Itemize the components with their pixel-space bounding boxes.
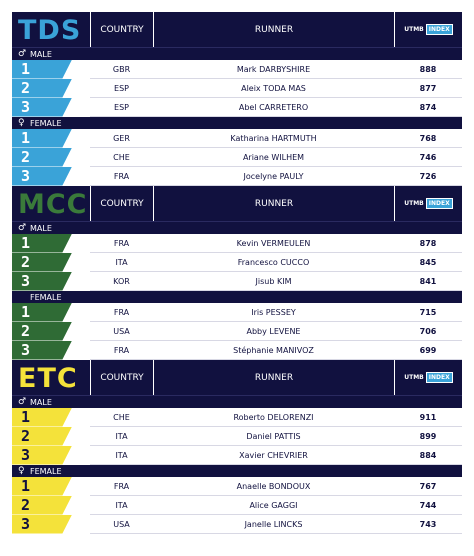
index-cell: 746 (419, 152, 437, 162)
runner-cell: Aleix TODA MAS (241, 83, 306, 93)
rank-number: 3 (21, 514, 31, 533)
male-icon: ♂ (18, 223, 27, 233)
index-cell: 877 (419, 83, 437, 93)
runner-cell: Kevin VERMEULEN (236, 238, 311, 248)
rank-number: 1 (21, 233, 31, 252)
country-cell: ITA (115, 450, 128, 460)
gender-group (12, 465, 462, 534)
runner-cell: Alice GAGGI (249, 500, 298, 510)
country-cell: ITA (115, 500, 128, 510)
utmb-brand-text: UTMB (404, 374, 424, 381)
table-row (12, 446, 462, 465)
country-cell: GBR (112, 64, 131, 74)
index-cell: 884 (419, 450, 437, 460)
gender-label: MALE (30, 49, 52, 59)
rank-cell (12, 341, 90, 360)
table-row (12, 79, 462, 98)
race-logo: ETC (18, 362, 78, 394)
rank-cell (12, 129, 90, 148)
table-row (12, 129, 462, 148)
rank-cell (12, 60, 90, 79)
runner-cell: Jisub KIM (255, 276, 292, 286)
rank-number: 3 (21, 97, 31, 116)
utmb-brand-text: UTMB (404, 26, 424, 33)
gender-group-header (12, 396, 462, 408)
country-cell: ITA (115, 431, 128, 441)
runner-cell: Katharina HARTMUTH (230, 133, 317, 143)
rank-number: 1 (21, 407, 31, 426)
table-row (12, 148, 462, 167)
index-cell: 726 (419, 171, 437, 181)
utmb-index-column-header (394, 360, 462, 395)
runner-cell: Abel CARRETERO (238, 102, 309, 112)
rank-number: 3 (21, 166, 31, 185)
gender-label: MALE (30, 223, 52, 233)
table-row (12, 98, 462, 117)
gender-group (12, 117, 462, 186)
rank-number: 2 (21, 78, 31, 97)
gender-group (12, 48, 462, 117)
rank-number: 3 (21, 271, 31, 290)
rank-cell (12, 515, 90, 534)
rank-cell (12, 167, 90, 186)
gender-group (12, 396, 462, 465)
rank-cell (12, 234, 90, 253)
gender-group-header (12, 465, 462, 477)
index-cell: 845 (419, 257, 437, 267)
utmb-brand-text: UTMB (404, 200, 424, 207)
gender-group-header (12, 291, 462, 303)
runner-cell: Jocelyne PAULY (243, 171, 304, 181)
country-cell: GER (113, 133, 130, 143)
race-header (12, 186, 462, 222)
country-cell: CHE (113, 412, 130, 422)
country-cell: FRA (113, 171, 130, 181)
index-cell: 878 (419, 238, 437, 248)
rank-number: 2 (21, 147, 31, 166)
country-cell: ESP (114, 83, 129, 93)
race-header (12, 12, 462, 48)
runner-cell: Iris PESSEY (251, 307, 296, 317)
gender-group (12, 222, 462, 291)
utmb-index-badge (404, 198, 452, 209)
country-cell: CHE (113, 152, 130, 162)
table-row (12, 60, 462, 79)
gender-group (12, 291, 462, 360)
race-section-tds (12, 12, 462, 186)
country-cell: USA (113, 519, 130, 529)
runner-column-header: RUNNER (153, 12, 394, 47)
index-cell: 743 (419, 519, 437, 529)
country-column-header: COUNTRY (90, 186, 153, 221)
runner-cell: Anaelle BONDOUX (236, 481, 311, 491)
rank-number: 2 (21, 426, 31, 445)
country-cell: KOR (113, 276, 130, 286)
utmb-index-badge (404, 372, 452, 383)
table-row (12, 322, 462, 341)
table-row (12, 496, 462, 515)
index-cell: 841 (419, 276, 437, 286)
table-row (12, 408, 462, 427)
country-cell: FRA (113, 481, 130, 491)
table-row (12, 477, 462, 496)
table-row (12, 303, 462, 322)
rank-cell (12, 79, 90, 98)
race-section-mcc (12, 186, 462, 360)
table-row (12, 515, 462, 534)
rank-number: 3 (21, 445, 31, 464)
gender-label: MALE (30, 397, 52, 407)
table-row (12, 234, 462, 253)
female-icon: ♀ (18, 118, 25, 128)
index-label: INDEX (426, 372, 453, 383)
race-logo: MCC (18, 188, 88, 220)
index-cell: 899 (419, 431, 437, 441)
rank-number: 1 (21, 476, 31, 495)
rank-number: 2 (21, 252, 31, 271)
gender-label: FEMALE (30, 118, 62, 128)
rank-number: 1 (21, 128, 31, 147)
country-column-header: COUNTRY (90, 360, 153, 395)
rank-cell (12, 427, 90, 446)
female-icon: ♀ (18, 466, 25, 476)
runner-cell: Stéphanie MANIVOZ (233, 345, 314, 355)
table-row (12, 272, 462, 291)
rank-number: 3 (21, 340, 31, 359)
country-cell: FRA (113, 238, 130, 248)
country-cell: ESP (114, 102, 129, 112)
runner-cell: Ariane WILHEM (242, 152, 305, 162)
index-cell: 768 (419, 133, 437, 143)
table-row (12, 341, 462, 360)
table-row (12, 253, 462, 272)
rank-cell (12, 408, 90, 427)
rank-cell (12, 477, 90, 496)
index-cell: 706 (419, 326, 437, 336)
country-cell: FRA (113, 345, 130, 355)
rank-cell (12, 496, 90, 515)
index-label: INDEX (426, 198, 453, 209)
rank-number: 2 (21, 321, 31, 340)
rank-number: 1 (21, 302, 31, 321)
utmb-index-column-header (394, 12, 462, 47)
country-column-header: COUNTRY (90, 12, 153, 47)
race-logo: TDS (18, 14, 82, 46)
index-cell: 911 (419, 412, 437, 422)
index-cell: 715 (419, 307, 437, 317)
gender-group-header (12, 48, 462, 60)
runner-cell: Abby LEVENE (246, 326, 301, 336)
results-board (12, 12, 462, 534)
rank-cell (12, 148, 90, 167)
rank-number: 1 (21, 59, 31, 78)
race-header (12, 360, 462, 396)
table-row (12, 427, 462, 446)
runner-column-header: RUNNER (153, 186, 394, 221)
rank-cell (12, 253, 90, 272)
country-cell: USA (113, 326, 130, 336)
index-cell: 888 (419, 64, 437, 74)
runner-cell: Roberto DELORENZI (233, 412, 314, 422)
runner-cell: Xavier CHEVRIER (239, 450, 308, 460)
index-cell: 874 (419, 102, 437, 112)
rank-cell (12, 98, 90, 117)
rank-cell (12, 446, 90, 465)
index-cell: 699 (419, 345, 437, 355)
runner-cell: Mark DARBYSHIRE (236, 64, 311, 74)
runner-cell: Francesco CUCCO (237, 257, 310, 267)
index-label: INDEX (426, 24, 453, 35)
utmb-index-badge (404, 24, 452, 35)
index-cell: 767 (419, 481, 437, 491)
rank-cell (12, 272, 90, 291)
male-icon: ♂ (18, 49, 27, 59)
runner-column-header: RUNNER (153, 360, 394, 395)
runner-cell: Daniel PATTIS (246, 431, 301, 441)
gender-group-header (12, 222, 462, 234)
gender-label: FEMALE (30, 466, 62, 476)
race-section-etc (12, 360, 462, 534)
utmb-index-column-header (394, 186, 462, 221)
gender-group-header (12, 117, 462, 129)
country-cell: ITA (115, 257, 128, 267)
index-cell: 744 (419, 500, 437, 510)
gender-label: FEMALE (30, 292, 62, 302)
country-cell: FRA (113, 307, 130, 317)
table-row (12, 167, 462, 186)
male-icon: ♂ (18, 397, 27, 407)
runner-cell: Janelle LINCKS (244, 519, 303, 529)
rank-cell (12, 303, 90, 322)
rank-number: 2 (21, 495, 31, 514)
rank-cell (12, 322, 90, 341)
